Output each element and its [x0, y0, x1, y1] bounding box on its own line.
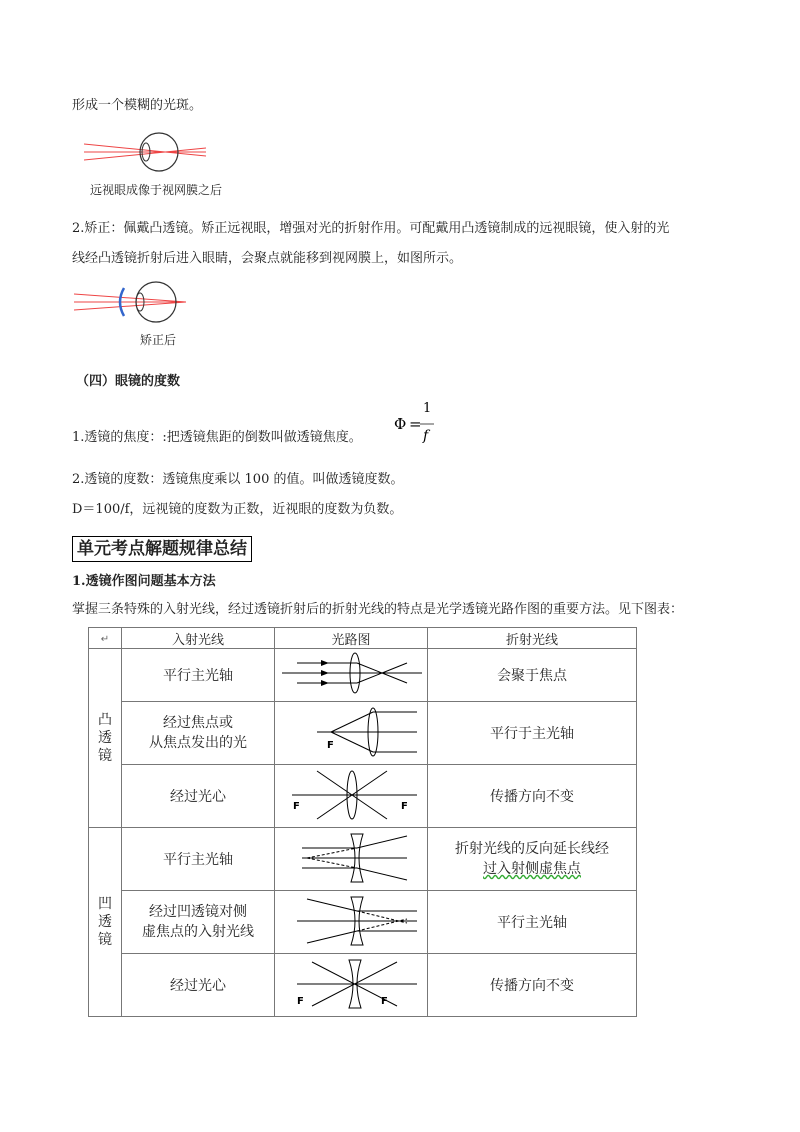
lens-rules-table [88, 627, 637, 1017]
focus-label-left: F [293, 801, 300, 812]
d-formula-text: D＝100/f，远视镜的度数为正数，近视眼的度数为负数。 [72, 502, 403, 517]
concave-center-diagram [277, 954, 425, 1012]
focal-power-text: 1.透镜的焦度：:把透镜焦距的倒数叫做透镜焦度。 [72, 430, 362, 445]
formula-den: f [423, 428, 429, 444]
table-row [89, 649, 637, 702]
correction-para-line1: 2.矫正：佩戴凸透镜。矫正远视眼，增强对光的折射作用。可配戴用凸透镜制成的远视眼镜，使入射的光 [72, 221, 670, 236]
convex-incident-2: 经过焦点或 从焦点发出的光 [122, 702, 275, 765]
table-row [89, 702, 637, 765]
convex-refracted-3: 传播方向不变 [428, 765, 637, 828]
top-text: 形成一个模糊的光斑。 [72, 98, 203, 113]
unit-summary-title: 单元考点解题规律总结 [72, 536, 252, 562]
formula-lhs: Φ [394, 415, 407, 433]
convex-incident-1: 平行主光轴 [122, 649, 275, 702]
focus-label: F [327, 740, 334, 751]
farsighted-eye-figure [84, 130, 214, 172]
convex-parallel-diagram [277, 649, 425, 697]
concave-diagram-1 [275, 828, 428, 891]
table-row [89, 891, 637, 954]
convex-diagram-1 [275, 649, 428, 702]
concave-refracted-3: 传播方向不变 [428, 954, 637, 1017]
focus-label-right: F [401, 801, 408, 812]
concave-diagram-2 [275, 891, 428, 954]
convex-refracted-1: 会聚于焦点 [428, 649, 637, 702]
concave-parallel-diagram [277, 828, 425, 886]
section4-title: （四）眼镜的度数 [76, 374, 181, 389]
method-text: 掌握三条特殊的入射光线，经过透镜折射后的折射光线的特点是光学透镜光路作图的重要方法。见下图表： [72, 602, 684, 617]
fig2-caption: 矫正后 [140, 333, 177, 347]
table-row [89, 828, 637, 891]
header-lightpath: 光路图 [275, 628, 428, 649]
convex-refracted-2: 平行于主光轴 [428, 702, 637, 765]
table-header-row [89, 628, 637, 649]
header-incident: 入射光线 [122, 628, 275, 649]
concave-incident-2: 经过凹透镜对侧 虚焦点的入射光线 [122, 891, 275, 954]
convex-center-diagram [277, 765, 425, 823]
correction-para-line2: 线经凸透镜折射后进入眼睛，会聚点就能移到视网膜上，如图所示。 [72, 251, 463, 266]
convex-lens-label: 凸 透 镜 [89, 649, 122, 828]
degree-text: 2.透镜的度数：透镜焦度乘以 100 的值。叫做透镜度数。 [72, 472, 404, 487]
header-refracted: 折射光线 [428, 628, 637, 649]
fig1-caption: 远视眼成像于视网膜之后 [90, 183, 223, 197]
convex-focus-diagram [277, 702, 425, 760]
method-title: 1.透镜作图问题基本方法 [72, 574, 216, 589]
formula-eq: = [409, 415, 422, 433]
formula-num: 1 [423, 401, 432, 416]
concave-refracted-1: 折射光线的反向延长线经 过入射侧虚焦点 [428, 828, 637, 891]
table-row [89, 765, 637, 828]
table-row [89, 954, 637, 1017]
concave-incident-1: 平行主光轴 [122, 828, 275, 891]
concave-incident-3: 经过光心 [122, 954, 275, 1017]
concave-focus-diagram [277, 891, 425, 949]
concave-diagram-3 [275, 954, 428, 1017]
header-cell-blank: ↵ [89, 628, 122, 649]
convex-diagram-2 [275, 702, 428, 765]
concave-refracted-2: 平行主光轴 [428, 891, 637, 954]
convex-diagram-3 [275, 765, 428, 828]
concave-lens-label: 凹 透 镜 [89, 828, 122, 1017]
focus-label-right: F [381, 996, 388, 1007]
focus-label-left: F [297, 996, 304, 1007]
power-formula [392, 400, 442, 444]
convex-incident-3: 经过光心 [122, 765, 275, 828]
corrected-eye-figure [74, 280, 194, 328]
